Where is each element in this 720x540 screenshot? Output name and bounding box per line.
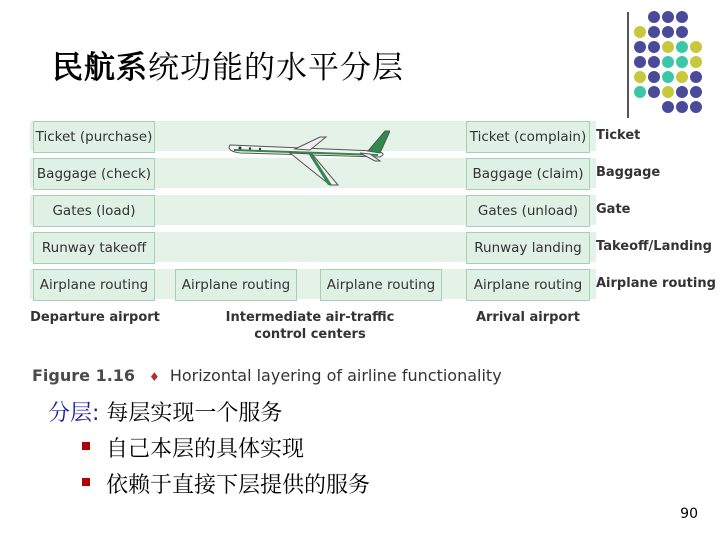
left-box-routing: Airplane routing — [33, 269, 155, 301]
layer-label-takeoff-landing: Takeoff/Landing — [596, 239, 712, 254]
intermediate-label — [220, 309, 400, 343]
slide-title — [52, 42, 404, 87]
decorative-dot — [662, 101, 674, 113]
layer-label-ticket: Ticket — [596, 128, 641, 143]
page-number: 90 — [680, 506, 698, 522]
decorative-dot — [676, 86, 688, 98]
decorative-dot — [634, 41, 646, 53]
decorative-dot — [690, 86, 702, 98]
decorative-dot — [648, 11, 660, 23]
right-box-gates: Gates (unload) — [466, 195, 590, 227]
decorative-dot — [648, 56, 660, 68]
right-box-routing: Airplane routing — [466, 269, 590, 301]
intermediate-label-line1: Intermediate air-traffic — [225, 310, 395, 325]
decorative-dot — [662, 26, 674, 38]
diamond-icon: ♦ — [149, 370, 160, 384]
decorative-dot — [634, 86, 646, 98]
airline-layering-diagram — [30, 117, 716, 367]
arrival-airport-label: Arrival airport — [475, 310, 581, 325]
decorative-dot — [662, 41, 674, 53]
decorative-dot — [662, 86, 674, 98]
left-box-ticket: Ticket (purchase) — [33, 121, 155, 153]
decorative-dot — [676, 41, 688, 53]
right-box-ticket: Ticket (complain) — [466, 121, 590, 153]
airplane-icon — [220, 123, 390, 193]
middle-box-routing-1: Airplane routing — [175, 269, 297, 301]
decorative-dot-grid — [630, 8, 720, 118]
body-heading — [48, 396, 370, 427]
figure-number: Figure 1.16 — [32, 366, 136, 385]
departure-airport-label: Departure airport — [30, 310, 160, 325]
left-box-gates: Gates (load) — [33, 195, 155, 227]
figure-caption-text: Horizontal layering of airline functionality — [169, 366, 502, 385]
title-bold-part: 民航系 — [52, 50, 148, 86]
decorative-dot — [690, 101, 702, 113]
title-rest-part: 统功能的水平分层 — [148, 50, 404, 86]
decorative-dot — [676, 101, 688, 113]
decorative-dot — [634, 71, 646, 83]
decorative-dot — [676, 11, 688, 23]
left-box-baggage: Baggage (check) — [33, 158, 155, 190]
body-heading-label: 分层: — [48, 401, 100, 426]
figure-caption — [32, 366, 502, 385]
body-heading-text: 每层实现一个服务 — [106, 401, 283, 426]
right-box-runway: Runway landing — [466, 232, 590, 264]
body-text — [48, 396, 370, 499]
decorative-dot — [648, 26, 660, 38]
decorative-dot — [634, 26, 646, 38]
decorative-dot — [634, 56, 646, 68]
decorative-dot — [648, 41, 660, 53]
bullet-text-1: 自己本层的具体实现 — [106, 437, 305, 462]
bullet-item-1 — [106, 432, 370, 463]
decorative-dot — [676, 56, 688, 68]
decorative-dot — [662, 11, 674, 23]
square-bullet-icon — [82, 442, 90, 450]
decorative-dot — [648, 71, 660, 83]
decorative-dot — [690, 56, 702, 68]
layer-label-baggage: Baggage — [596, 165, 661, 180]
decorative-dot — [690, 41, 702, 53]
layer-label-gate: Gate — [596, 202, 631, 217]
decorative-divider — [627, 12, 629, 118]
bullet-item-2 — [106, 468, 370, 499]
bullet-text-2: 依赖于直接下层提供的服务 — [106, 473, 371, 498]
intermediate-label-line2: control centers — [254, 327, 366, 342]
layer-label-airplane-routing: Airplane routing — [596, 276, 716, 291]
left-box-runway: Runway takeoff — [33, 232, 155, 264]
decorative-dot — [662, 56, 674, 68]
decorative-dot — [662, 71, 674, 83]
decorative-dot — [648, 86, 660, 98]
decorative-dot — [690, 71, 702, 83]
square-bullet-icon — [82, 478, 90, 486]
middle-box-routing-2: Airplane routing — [320, 269, 442, 301]
decorative-dot — [676, 71, 688, 83]
right-box-baggage: Baggage (claim) — [466, 158, 590, 190]
decorative-dot — [676, 26, 688, 38]
